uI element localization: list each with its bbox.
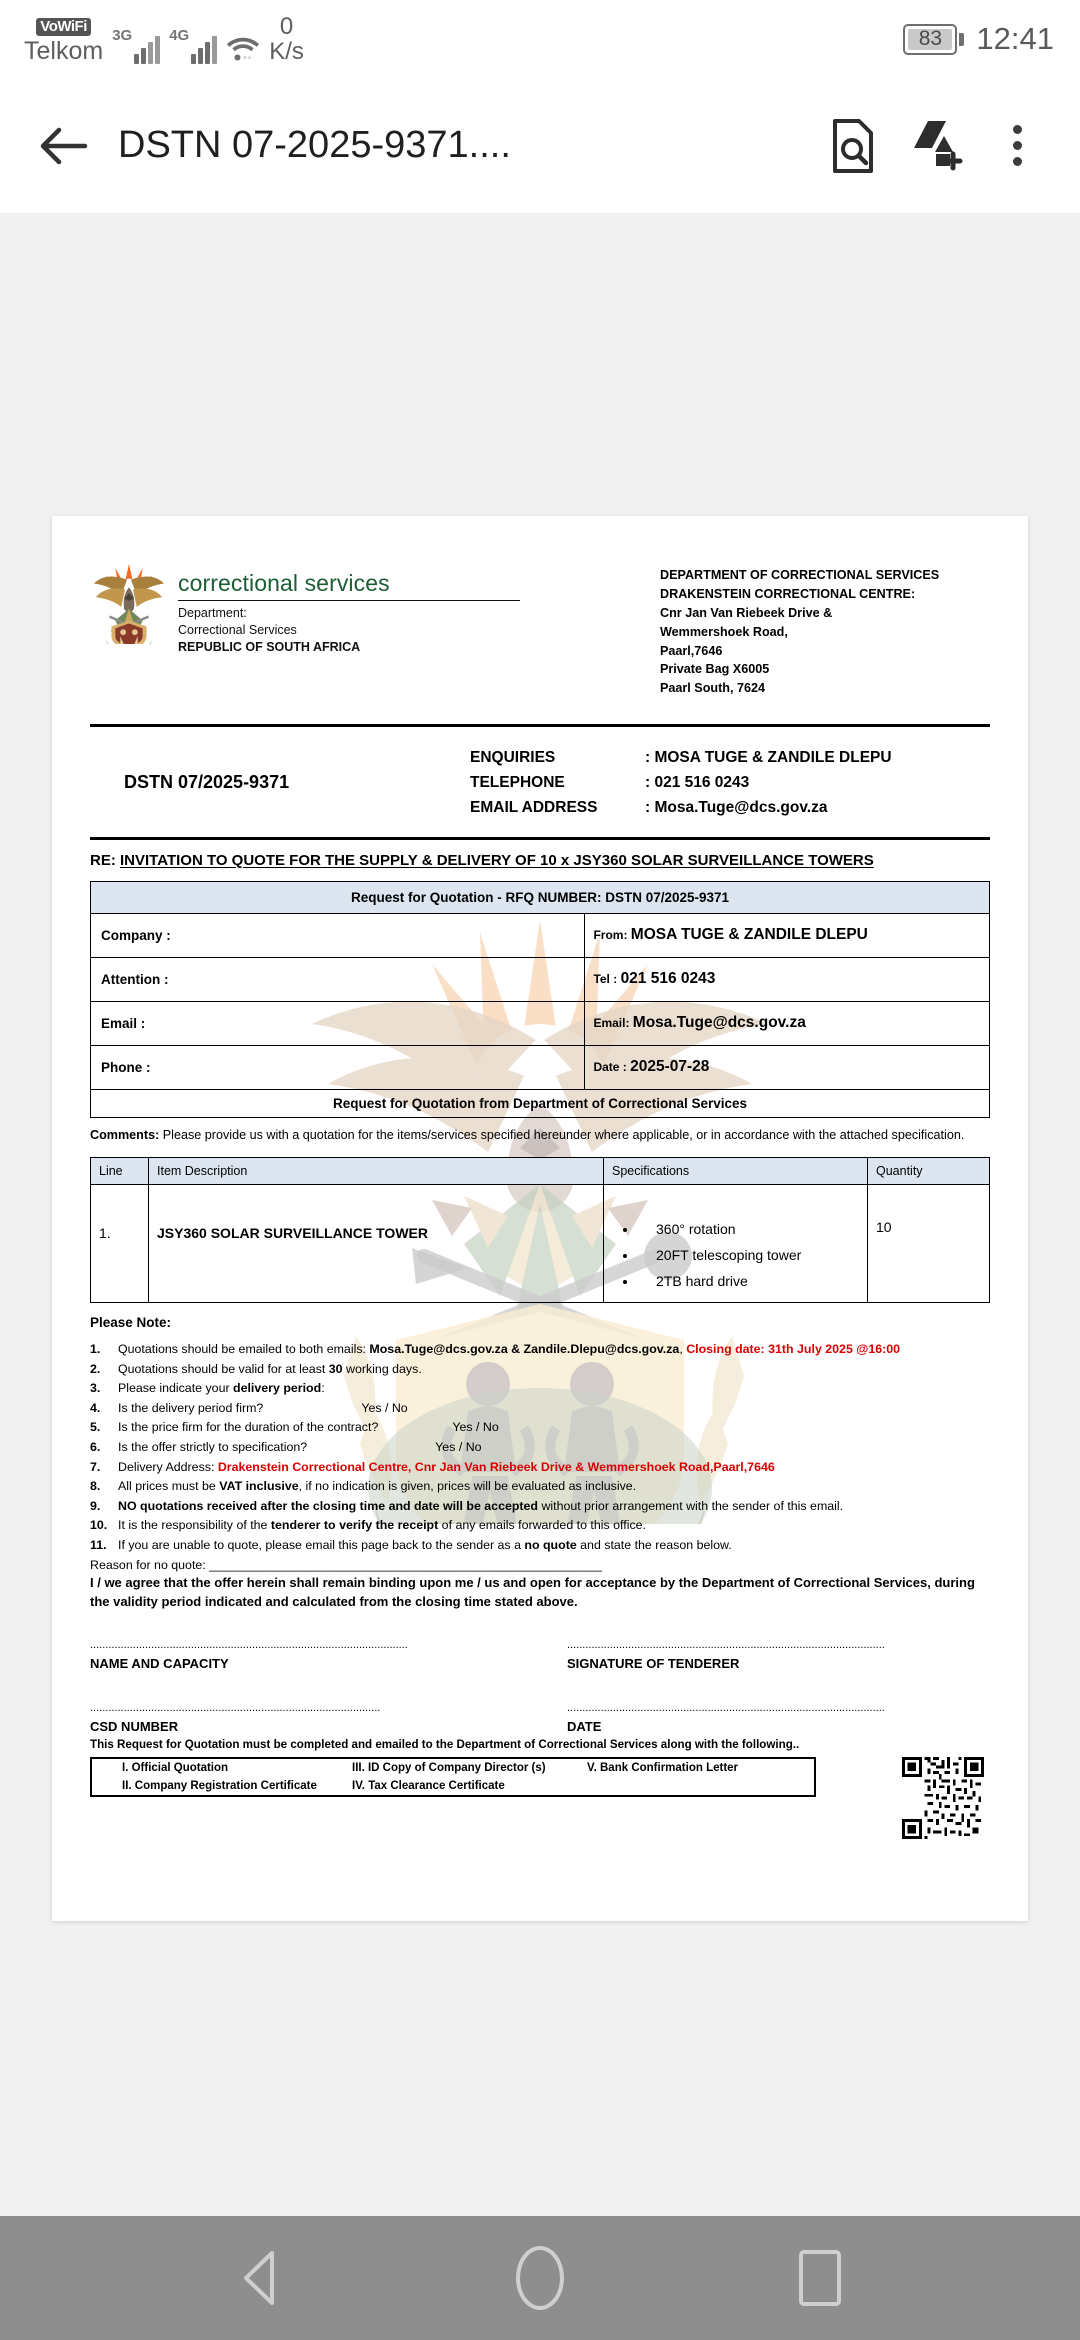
enquiry-value: : Mosa.Tuge@dcs.gov.za [645,799,828,817]
qr-code-icon [902,1757,984,1839]
pdf-viewer[interactable] [0,213,1080,2217]
note-text: Quotations should be valid for at least [118,1361,329,1376]
note-text: of any emails forwarded to this office. [438,1518,646,1533]
address-line-6: Private Bag X6005 [660,662,770,677]
enquiries-list [470,745,990,820]
brand-subtitle [178,605,520,656]
status-bar-left [24,14,304,64]
note-text: It is the responsibility of the [118,1518,271,1533]
app-bar [0,78,1080,213]
page-content [90,542,990,1839]
enquiries-section [90,727,990,836]
csd-number-label: CSD NUMBER [90,1718,179,1734]
network-speed [269,14,304,64]
rfq-table-header-row [91,881,990,913]
android-nav-bar [0,2216,1080,2340]
battery-icon [903,24,964,55]
note-text: Delivery Address: [118,1459,218,1474]
note-number: 9. [90,1498,101,1513]
vowifi-badge: VoWiFi [36,18,91,37]
item-quantity: 10 [868,1185,990,1303]
rfq-field-value [585,1001,990,1045]
note-number: 11. [90,1538,107,1553]
note-text: Yes / No [452,1420,499,1435]
subject-prefix: RE: [90,851,120,869]
status-bar-right [903,21,1054,57]
note-item-9 [90,1497,990,1517]
date-label: DATE [567,1718,602,1734]
item-table-body [91,1185,990,1303]
enquiry-row-2 [470,770,990,795]
nav-back-icon[interactable] [185,2216,335,2340]
note-number: 7. [90,1459,101,1474]
brand-dept-line-2: Correctional Services [178,622,297,637]
document-page [52,516,1028,1921]
enquiry-label: ENQUIRIES [470,749,556,767]
note-item-8 [90,1477,990,1497]
network-speed-unit: K/s [269,38,304,65]
nav-home-icon[interactable] [465,2216,615,2340]
agreement-text: I / we agree that the offer herein shall remain binding upon me / us and open for acceptance by the Department of Correctional Services, during the validity period indicated and calculated from the closing time stated above. [90,1574,975,1610]
name-capacity-line: ........................................................................................................ [90,1638,408,1651]
note-item-2 [90,1360,990,1380]
item-description: JSY360 SOLAR SURVEILLANCE TOWER [149,1185,604,1303]
reason-label: Reason for no quote: [90,1557,210,1572]
required-docs-table [90,1757,816,1797]
required-docs-note: This Request for Quotation must be completed and emailed to the Department of Correctional Services along with the following.. [90,1737,800,1751]
battery-percent: 83 [908,29,952,50]
enquiry-row-1 [470,745,990,770]
rfq-field-label: Phone : [91,1045,585,1089]
note-item-1 [90,1340,990,1360]
specification-item: • 20FT telescoping tower [638,1243,859,1269]
rfq-field-value [585,957,990,1001]
rfq-value-label: Email: [593,1016,633,1031]
note-item-5 [90,1418,990,1438]
address-line-1: DEPARTMENT OF CORRECTIONAL SERVICES [660,568,940,582]
notes-list [90,1340,990,1556]
brand-title: correctional services [178,570,390,596]
rfq-field-label: Email : [91,1001,585,1045]
note-text: no quote [524,1538,577,1553]
reason-blank-line: _________________________________________________________ [209,1557,602,1572]
note-text: Mosa.Tuge@dcs.gov.za & Zandile.Dlepu@dcs.gov.za [369,1342,680,1357]
subject-line [90,840,990,881]
date-line: ........................................................................................................ [567,1701,885,1714]
note-text: Is the delivery period firm? [118,1400,264,1415]
status-bar-clock: 12:41 [976,21,1054,56]
status-bar [0,0,1080,78]
rfq-number: DSTN 07/2025-9371 [124,772,290,793]
table-row [91,1777,815,1796]
enquiry-value: : MOSA TUGE & ZANDILE DLEPU [645,749,892,767]
rfq-field-label: Company : [91,913,585,957]
address-line-3: Cnr Jan Van Riebeek Drive & [660,605,833,620]
note-text: , if no indication is given, prices will be evaluated as inclusive. [298,1479,637,1494]
item-column-header: Item Description [149,1158,604,1185]
signal-4g-bars [191,34,217,64]
required-document: I. Official Quotation [122,1761,229,1774]
rfq-value-text: 2025-07-28 [630,1058,710,1076]
table-row [91,1758,815,1777]
table-row [91,913,990,957]
rfq-contact-table-body [91,881,990,1117]
search-document-icon[interactable] [812,105,894,187]
date-field [567,1701,990,1734]
rfq-value-text: MOSA TUGE & ZANDILE DLEPU [630,926,868,944]
name-capacity-label: NAME AND CAPACITY [90,1655,229,1671]
note-text: All prices must be [118,1479,220,1494]
item-specifications [604,1185,868,1303]
note-text: Quotations should be emailed to both emails: [118,1342,370,1357]
brand-dept-line-1: Department: [178,606,247,620]
rfq-field-value [585,913,990,957]
required-document: II. Company Registration Certificate [122,1779,317,1792]
rfq-value-text: Mosa.Tuge@dcs.gov.za [632,1014,806,1032]
note-item-10 [90,1516,990,1536]
signature-section-1 [90,1612,990,1671]
signature-section-2 [90,1671,990,1734]
drive-add-icon[interactable] [894,105,976,187]
note-number: 10. [90,1518,108,1533]
brand-rule [178,600,520,601]
address-line-7: Paarl South, 7624 [660,681,765,696]
signature-tenderer-label: SIGNATURE OF TENDERER [567,1655,740,1671]
item-column-header: Quantity [868,1158,990,1185]
address-line-4: Wemmershoek Road, [660,624,788,639]
note-item-7 [90,1458,990,1478]
rfq-contact-table [90,881,990,1118]
comments-text: Please provide us with a quotation for the items/services specified hereunder where applicable, or in accordance with the attached specification. [159,1127,965,1142]
rfq-value-label: From: [593,928,631,943]
rfq-field-label: Attention : [91,957,585,1001]
note-text: Please indicate your [118,1381,234,1396]
rfq-number-block [90,745,470,820]
note-text: If you are unable to quote, please email this page back to the sender as a [118,1538,525,1553]
note-text: : [321,1381,325,1396]
required-docs-section [90,1751,990,1839]
note-text: tenderer to verify the receipt [270,1518,439,1533]
enquiry-value: : 021 516 0243 [645,774,750,792]
carrier-block [24,18,103,65]
note-item-6 [90,1438,990,1458]
note-text: Drakenstein Correctional Centre, Cnr Jan Van Riebeek Drive & Wemmershoek Road,Paarl,7646 [217,1459,775,1474]
network-speed-value: 0 [279,12,294,40]
table-row [91,1045,990,1089]
item-column-header: Specifications [604,1158,868,1185]
wifi-icon [226,34,260,62]
note-number: 3. [90,1381,101,1396]
note-number: 5. [90,1420,101,1435]
note-text: Is the price firm for the duration of the contract? [118,1420,379,1435]
table-row [91,957,990,1001]
note-text: without prior arrangement with the sender of this email. [538,1498,844,1513]
required-document: III. ID Copy of Company Director (s) [352,1761,546,1774]
required-document [581,1777,815,1796]
signature-tenderer-field [567,1638,990,1671]
item-table [90,1157,990,1303]
signal-3g [112,27,160,64]
carrier-label: Telkom [24,37,104,66]
note-number: 8. [90,1479,101,1494]
comments-block [90,1118,990,1156]
address-line-5: Paarl,7646 [660,643,723,658]
name-capacity-field [90,1638,513,1671]
rfq-value-label: Date : [593,1060,631,1075]
rfq-field-value [585,1045,990,1089]
note-text: delivery period [233,1381,322,1396]
csd-number-field [90,1701,513,1734]
item-column-header: Line [91,1158,149,1185]
rfq-value-text: 021 516 0243 [620,970,716,988]
note-text: Is the offer strictly to specification? [118,1440,308,1455]
table-row [91,1001,990,1045]
note-item-4 [90,1399,990,1419]
required-docs-body [91,1758,815,1796]
table-row [91,1185,990,1303]
note-text: and state the reason below. [576,1538,732,1553]
signal-4g-label: 4G [169,27,190,45]
note-text: Yes / No [435,1440,482,1455]
rfq-table-footer: Request for Quotation from Department of Correctional Services [91,1089,990,1117]
logo-block [90,560,520,698]
rfq-value-label: Tel : [593,972,621,987]
enquiry-label: EMAIL ADDRESS [470,799,598,817]
signature-row-2 [90,1701,990,1734]
note-number: 4. [90,1400,101,1415]
signature-tenderer-line: ........................................................................................................ [567,1638,885,1651]
note-text: Yes / No [361,1400,408,1415]
brand-block [178,560,520,656]
page-title: DSTN 07-2025-9371.... [118,124,511,166]
csd-number-line: ............................................................................................... [90,1701,381,1714]
letterhead [90,542,990,698]
comments-label: Comments: [90,1127,160,1142]
note-text: Closing date: 31th July 2025 @16:00 [686,1342,901,1357]
overflow-menu-icon[interactable] [976,105,1058,187]
specification-item: • 2TB hard drive [638,1269,859,1295]
note-text: working days. [346,1361,422,1376]
address-block [660,560,990,698]
please-note-title: Please Note: [90,1315,172,1331]
signal-4g [169,27,217,64]
item-line-number: 1. [91,1185,149,1303]
note-text: NO quotations received after the closing time and date will be accepted [118,1498,539,1513]
note-item-3 [90,1379,990,1399]
required-document: IV. Tax Clearance Certificate [352,1779,505,1792]
note-item-11 [90,1536,990,1556]
signature-row-1 [90,1638,990,1671]
back-arrow-icon[interactable] [22,105,104,187]
required-document: V. Bank Confirmation Letter [587,1761,739,1774]
note-text: 30 [328,1361,347,1376]
note-number: 6. [90,1440,101,1455]
enquiry-label: TELEPHONE [470,774,565,792]
specification-item: • 360° rotation [638,1217,859,1243]
note-number: 1. [90,1342,101,1357]
address-line-2: DRAKENSTEIN CORRECTIONAL CENTRE: [660,586,916,601]
reason-for-no-quote [90,1556,990,1572]
rfq-table-header: Request for Quotation - RFQ NUMBER: DSTN 07/2025-9371 [91,881,990,913]
signal-3g-bars [134,34,160,64]
note-text: , [679,1342,687,1357]
note-text: VAT inclusive [219,1479,299,1494]
enquiry-row-3 [470,795,990,820]
note-number: 2. [90,1361,101,1376]
rfq-table-footer-row [91,1089,990,1117]
item-table-header-row [91,1158,990,1185]
nav-recents-icon[interactable] [745,2216,895,2340]
subject-text: INVITATION TO QUOTE FOR THE SUPPLY & DELIVERY OF 10 x JSY360 SOLAR SURVEILLANCE TOWERS [120,851,874,869]
item-table-head [91,1158,990,1185]
brand-dept-line-3: REPUBLIC OF SOUTH AFRICA [178,639,361,654]
signal-3g-label: 3G [112,27,133,45]
coat-of-arms-logo-icon [90,560,168,644]
